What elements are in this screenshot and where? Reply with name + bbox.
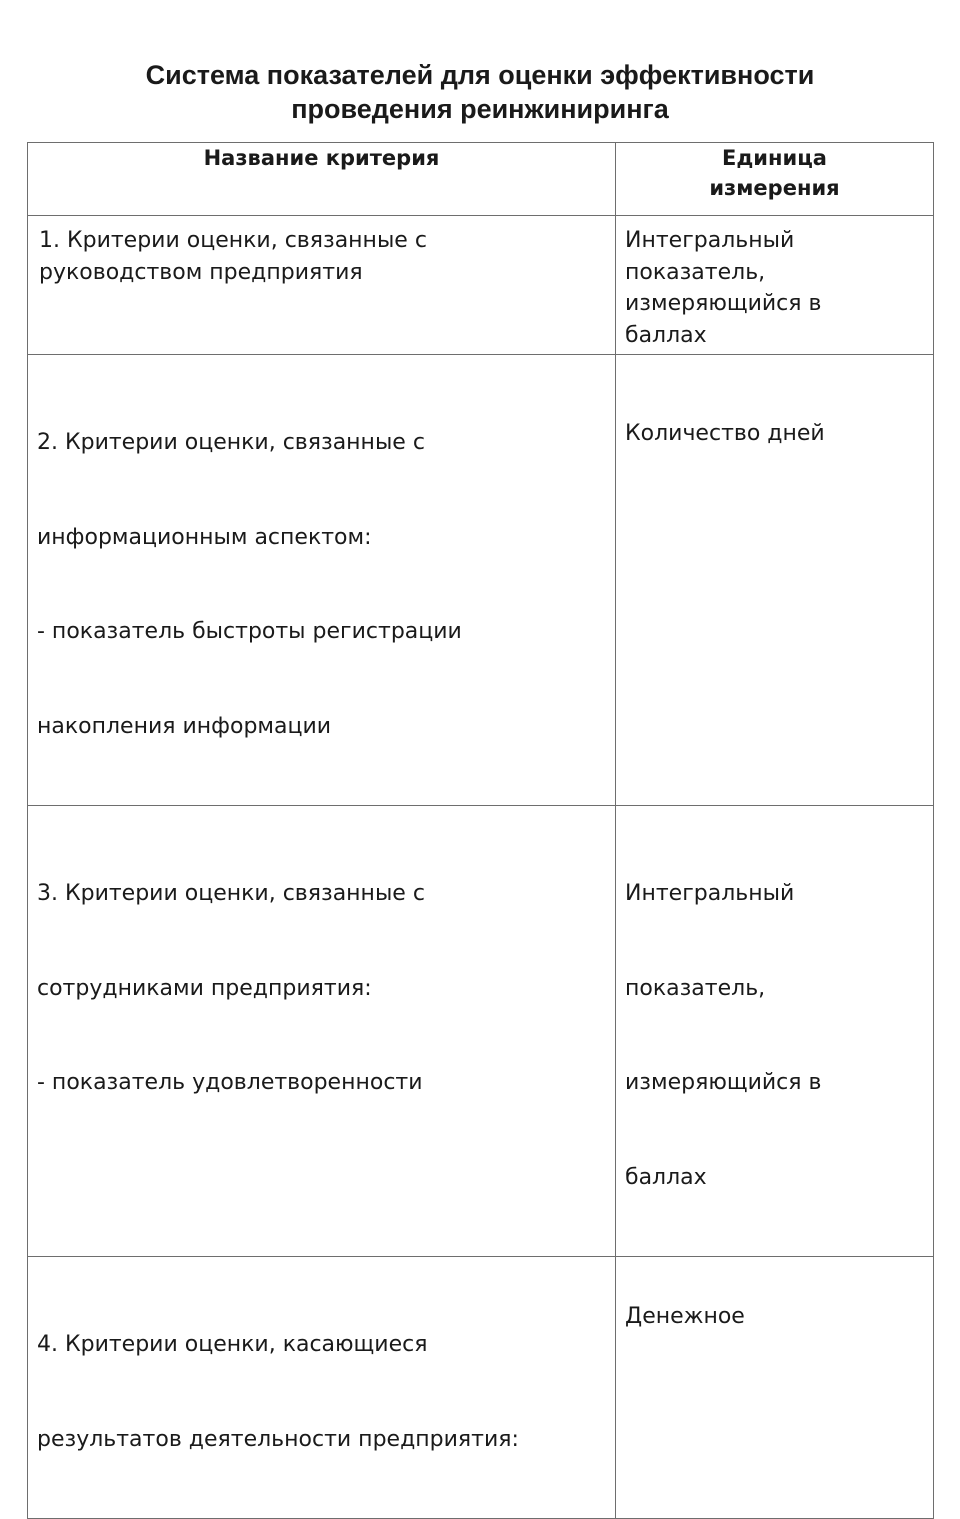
unit-line: Интегральный [625, 228, 795, 253]
unit-cell [616, 216, 934, 355]
unit-line: измеряющийся в [625, 291, 822, 316]
unit-line: Количество дней [625, 421, 825, 446]
unit-line: показатель, [625, 975, 766, 1001]
unit-line: Интегральный [625, 881, 795, 906]
criterion-line: сотрудниками предприятия: [37, 975, 372, 1001]
unit-cell [616, 1257, 934, 1519]
title-line-1: Система показателей для оценки эффективности [145, 60, 815, 90]
table-row [28, 355, 934, 806]
criterion-line: 4. Критерии оценки, касающиеся [37, 1332, 428, 1357]
criterion-line: - показатель удовлетворенности [37, 1070, 423, 1095]
unit-line: Денежное [625, 1304, 745, 1329]
header-unit-line-2: измерения [709, 176, 840, 200]
unit-line: баллах [625, 1164, 707, 1190]
unit-line: показатель, [625, 259, 766, 285]
table-row [28, 806, 934, 1257]
unit-cell [616, 355, 934, 806]
header-unit-line-1: Единица [722, 146, 827, 170]
page-title [0, 58, 960, 126]
criterion-line: накопления информации [37, 713, 332, 739]
criterion-line: руководством предприятия [39, 259, 363, 285]
criterion-line: информационным аспектом: [37, 524, 372, 550]
criterion-cell [28, 216, 616, 355]
table-header-row [28, 143, 934, 216]
table-row [28, 216, 934, 355]
criterion-line: результатов деятельности предприятия: [37, 1426, 519, 1452]
header-criterion-name: Название критерия [28, 143, 616, 216]
criterion-line: 3. Критерии оценки, связанные с [37, 881, 425, 906]
unit-cell [616, 806, 934, 1257]
criterion-cell [28, 1257, 616, 1519]
criterion-line: 1. Критерии оценки, связанные с [39, 228, 427, 253]
table-row [28, 1257, 934, 1519]
header-unit [616, 143, 934, 216]
criterion-cell [28, 355, 616, 806]
unit-line: измеряющийся в [625, 1070, 822, 1095]
title-line-2: проведения реинжиниринга [291, 94, 669, 124]
criterion-cell [28, 806, 616, 1257]
unit-line: баллах [625, 322, 707, 348]
criterion-line: - показатель быстроты регистрации [37, 619, 462, 644]
criterion-line: 2. Критерии оценки, связанные с [37, 430, 425, 455]
criteria-table [27, 142, 934, 1519]
